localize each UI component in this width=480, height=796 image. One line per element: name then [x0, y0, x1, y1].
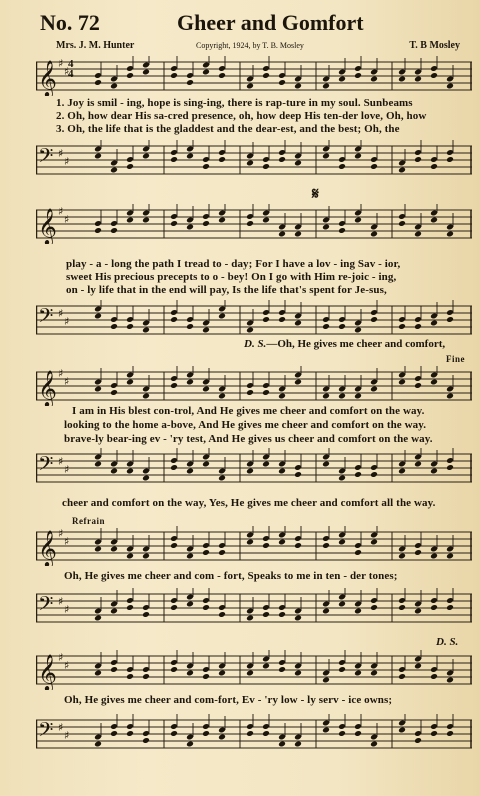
note-head [430, 320, 438, 327]
note-head [126, 217, 134, 224]
note-head [446, 231, 454, 238]
note-head [218, 549, 226, 556]
note-head [294, 471, 302, 478]
ds-label: D. S. [244, 338, 267, 350]
note-head [338, 163, 346, 170]
note-head [294, 231, 302, 238]
note-head [218, 475, 226, 482]
note-head [186, 553, 194, 560]
sharp-icon: ♯ [64, 729, 70, 742]
note-head [142, 611, 150, 618]
sharp-icon: ♯ [58, 367, 64, 380]
note-head [322, 83, 330, 90]
note-head [262, 217, 270, 224]
note-head [262, 389, 270, 396]
verse-3-line-2: on - ly life that in the end will pay, Is the life that's spent for Je-sus, [66, 284, 387, 296]
credits-line [56, 40, 466, 52]
note-head [414, 663, 422, 670]
sharp-icon: ♯ [58, 147, 64, 160]
note-head [202, 730, 210, 737]
note-head [414, 156, 422, 163]
note-head [322, 461, 330, 468]
note-head [126, 468, 134, 475]
note-head [398, 604, 406, 611]
note-head [202, 69, 210, 76]
note-head [110, 167, 118, 174]
note-head [430, 468, 438, 475]
note-head [294, 379, 302, 386]
note-head [218, 313, 226, 320]
note-head [202, 673, 210, 680]
note-head [142, 673, 150, 680]
treble-staff-lines [36, 56, 472, 96]
sharp-icon: ♯ [64, 65, 70, 78]
note-head [430, 72, 438, 79]
note-head [94, 386, 102, 393]
note-head [370, 386, 378, 393]
note-head [170, 666, 178, 673]
note-head [110, 83, 118, 90]
note-head [170, 72, 178, 79]
note-head [370, 316, 378, 323]
note-head [354, 393, 362, 400]
sharp-icon: ♯ [58, 57, 64, 70]
ds-text: —Oh, He gives me cheer and comfort, [266, 338, 446, 350]
note-head [218, 611, 226, 618]
note-head [94, 615, 102, 622]
note-head [446, 316, 454, 323]
sharp-icon: ♯ [58, 721, 64, 734]
note-head [170, 382, 178, 389]
note-head [370, 163, 378, 170]
note-head [398, 553, 406, 560]
note-head [142, 393, 150, 400]
note-head [110, 666, 118, 673]
note-head [446, 553, 454, 560]
note-head [446, 83, 454, 90]
refrain-line-1: Oh, He gives me cheer and com - fort, Speaks to me in ten - der tones; [64, 570, 398, 582]
note-head [142, 153, 150, 160]
note-head [126, 323, 134, 330]
note-head [414, 737, 422, 744]
sharp-icon: ♯ [64, 659, 70, 672]
verse-3-line-3: brave-ly bear-ing ev - 'ry test, And He gives us cheer and comfort on the way. [64, 433, 433, 445]
verse-1-line-2: play - a - long the path I tread to - day; For I have a lov - ing Sav - ior, [66, 258, 401, 270]
note-head [278, 539, 286, 546]
bass-clef-icon: 𝄢 [38, 592, 54, 620]
sharp-icon: ♯ [64, 463, 70, 476]
note-head [354, 608, 362, 615]
note-head [354, 72, 362, 79]
bass-clef-icon: 𝄢 [38, 304, 54, 332]
note-head [354, 327, 362, 334]
note-head [414, 323, 422, 330]
segno-sign: 𝄋 [312, 186, 319, 203]
note-head [126, 673, 134, 680]
note-head [170, 604, 178, 611]
note-head [398, 379, 406, 386]
title-row [40, 10, 470, 36]
note-head [278, 79, 286, 86]
verse-2-line-1: 2. Oh, how dear His sa-cred presence, oh, how deep His ten-der love, Oh, how [56, 110, 427, 122]
note-head [294, 670, 302, 677]
note-head [322, 542, 330, 549]
note-head [370, 741, 378, 748]
note-head [338, 323, 346, 330]
note-head [370, 604, 378, 611]
note-head [294, 83, 302, 90]
note-head [262, 461, 270, 468]
note-head [202, 604, 210, 611]
treble-staff-lines [36, 366, 472, 406]
note-head [278, 156, 286, 163]
note-head [354, 217, 362, 224]
note-head [142, 737, 150, 744]
bass-clef-icon: 𝄢 [38, 452, 54, 480]
note-head [186, 379, 194, 386]
note-head [170, 316, 178, 323]
note-head [126, 163, 134, 170]
treble-staff-5 [36, 650, 472, 690]
note-head [262, 730, 270, 737]
verse-2-line-3: looking to the home a-bove, And He gives me cheer and comfort on the way. [64, 419, 427, 431]
note-head [186, 224, 194, 231]
note-head [218, 217, 226, 224]
note-head [94, 313, 102, 320]
bass-clef-icon: 𝄢 [38, 718, 54, 746]
note-head [322, 153, 330, 160]
note-head [322, 727, 330, 734]
note-head [322, 677, 330, 684]
fine-mark: Fine [446, 354, 465, 364]
note-head [262, 611, 270, 618]
note-head [202, 549, 210, 556]
note-head [186, 741, 194, 748]
note-head [262, 72, 270, 79]
bass-staff-lines [36, 140, 472, 180]
note-head [354, 670, 362, 677]
bass-clef-icon: 𝄢 [38, 144, 54, 172]
note-head [322, 393, 330, 400]
note-head [338, 539, 346, 546]
refrain-line-2: Oh, He gives me cheer and com-fort, Ev - 'ry low - ly serv - ice owns; [64, 694, 393, 706]
note-head [94, 741, 102, 748]
note-head [278, 231, 286, 238]
treble-staff-4 [36, 526, 472, 566]
note-head [278, 393, 286, 400]
note-head [110, 608, 118, 615]
note-head [94, 670, 102, 677]
note-head [202, 327, 210, 334]
treble-clef-icon: 𝄞 [38, 653, 57, 690]
hymn-number: No. 72 [40, 10, 100, 35]
note-head [110, 389, 118, 396]
sharp-icon: ♯ [58, 651, 64, 664]
note-head [446, 393, 454, 400]
sharp-icon: ♯ [58, 455, 64, 468]
note-head [170, 464, 178, 471]
note-head [110, 227, 118, 234]
note-head [186, 670, 194, 677]
note-head [110, 730, 118, 737]
ds-instruction [244, 338, 445, 350]
bass-staff-2 [36, 300, 472, 340]
note-head [94, 461, 102, 468]
note-head [218, 670, 226, 677]
note-head [322, 323, 330, 330]
note-head [278, 316, 286, 323]
note-head [446, 677, 454, 684]
note-head [278, 666, 286, 673]
sharp-icon: ♯ [64, 603, 70, 616]
composer: T. B Mosley [409, 40, 460, 51]
sharp-icon: ♯ [58, 527, 64, 540]
note-head [370, 539, 378, 546]
sharp-icon: ♯ [64, 155, 70, 168]
note-head [262, 542, 270, 549]
note-head [170, 156, 178, 163]
sharp-icon: ♯ [64, 375, 70, 388]
note-head [278, 611, 286, 618]
note-head [246, 389, 254, 396]
note-head [398, 167, 406, 174]
note-head [202, 220, 210, 227]
note-head [142, 69, 150, 76]
note-head [126, 72, 134, 79]
note-head [262, 316, 270, 323]
note-head [414, 231, 422, 238]
note-head [430, 379, 438, 386]
sharp-icon: ♯ [64, 315, 70, 328]
note-head [414, 76, 422, 83]
note-head [262, 663, 270, 670]
note-head [414, 382, 422, 389]
note-head [446, 730, 454, 737]
verse-1-line-3: I am in His blest con-trol, And He gives me cheer and comfort on the way. [72, 405, 425, 417]
treble-staff-lines [36, 526, 472, 566]
bass-staff-3 [36, 448, 472, 488]
note-head [94, 79, 102, 86]
note-head [262, 163, 270, 170]
note-head [246, 730, 254, 737]
note-head [94, 227, 102, 234]
note-head [322, 224, 330, 231]
treble-staff-lines [36, 204, 472, 244]
note-head [294, 741, 302, 748]
note-head [218, 72, 226, 79]
note-head [398, 673, 406, 680]
note-head [446, 464, 454, 471]
note-head [370, 76, 378, 83]
note-head [338, 393, 346, 400]
note-head [246, 468, 254, 475]
note-head [414, 461, 422, 468]
note-head [246, 83, 254, 90]
note-head [186, 79, 194, 86]
note-head [186, 153, 194, 160]
note-head [246, 670, 254, 677]
note-head [202, 163, 210, 170]
note-head [294, 542, 302, 549]
treble-staff-1 [36, 56, 472, 96]
note-head [414, 608, 422, 615]
note-head [170, 220, 178, 227]
note-head [354, 153, 362, 160]
note-head [218, 156, 226, 163]
treble-clef-icon: 𝄞 [38, 369, 57, 406]
note-head [430, 217, 438, 224]
note-head [246, 539, 254, 546]
note-head [294, 320, 302, 327]
note-head [338, 730, 346, 737]
sharp-icon: ♯ [64, 213, 70, 226]
note-head [142, 475, 150, 482]
bass-staff-5 [36, 714, 472, 754]
treble-clef-icon: 𝄞 [38, 529, 57, 566]
sharp-icon: ♯ [58, 595, 64, 608]
note-head [370, 471, 378, 478]
note-head [294, 615, 302, 622]
note-head [414, 549, 422, 556]
bass-staff-1 [36, 140, 472, 180]
note-head [354, 549, 362, 556]
treble-clef-icon: 𝄞 [38, 59, 57, 96]
note-head [430, 553, 438, 560]
note-head [126, 730, 134, 737]
treble-staff-2 [36, 204, 472, 244]
note-head [430, 163, 438, 170]
note-head [186, 323, 194, 330]
note-head [246, 615, 254, 622]
note-head [126, 379, 134, 386]
note-head [126, 553, 134, 560]
note-head [338, 666, 346, 673]
note-head [398, 727, 406, 734]
time-signature: 4 4 [68, 58, 74, 80]
note-head [142, 217, 150, 224]
note-head [246, 220, 254, 227]
note-head [398, 323, 406, 330]
note-head [446, 156, 454, 163]
note-head [126, 604, 134, 611]
note-head [278, 741, 286, 748]
note-head [338, 475, 346, 482]
treble-staff-lines [36, 650, 472, 690]
lyricist: Mrs. J. M. Hunter [56, 40, 135, 51]
note-head [398, 468, 406, 475]
note-head [278, 468, 286, 475]
note-head [110, 468, 118, 475]
note-head [294, 160, 302, 167]
note-head [430, 673, 438, 680]
bass-lyric: cheer and comfort on the way, Yes, He gives me cheer and comfort all the way. [62, 497, 436, 509]
note-head [142, 327, 150, 334]
note-head [338, 601, 346, 608]
note-head [94, 546, 102, 553]
note-head [170, 542, 178, 549]
treble-staff-3 [36, 366, 472, 406]
hymn-title: Gheer and Gomfort [177, 10, 364, 35]
verse-2-line-2: sweet His precious precepts to o - bey! On I go with Him re-joic - ing, [66, 271, 397, 283]
note-head [110, 323, 118, 330]
note-head [398, 76, 406, 83]
note-head [218, 393, 226, 400]
bass-staff-lines [36, 448, 472, 488]
note-head [246, 327, 254, 334]
note-head [110, 546, 118, 553]
note-head [246, 160, 254, 167]
verse-3-line-1: 3. Oh, the life that is the gladdest and the dear-est, and the best; Oh, the [56, 123, 400, 135]
bass-staff-lines [36, 588, 472, 628]
sharp-icon: ♯ [64, 535, 70, 548]
note-head [202, 386, 210, 393]
verse-1-line-1: 1. Joy is smil - ing, hope is sing-ing, there is rap-ture in my soul. Sunbeams [56, 97, 413, 109]
note-head [430, 604, 438, 611]
note-head [338, 227, 346, 234]
note-head [94, 153, 102, 160]
note-head [446, 604, 454, 611]
note-head [354, 730, 362, 737]
note-head [202, 461, 210, 468]
note-head [186, 601, 194, 608]
note-head [186, 468, 194, 475]
bass-staff-lines [36, 300, 472, 340]
refrain-label: Refrain [72, 516, 105, 526]
bass-staff-4 [36, 588, 472, 628]
copyright: Copyright, 1924, by T. B. Mosley [196, 41, 304, 50]
note-head [322, 608, 330, 615]
note-head [170, 730, 178, 737]
treble-clef-icon: 𝄞 [38, 207, 57, 244]
note-head [354, 471, 362, 478]
note-head [218, 734, 226, 741]
bass-staff-lines [36, 714, 472, 754]
note-head [338, 76, 346, 83]
sharp-icon: ♯ [58, 307, 64, 320]
sharp-icon: ♯ [58, 205, 64, 218]
note-head [370, 670, 378, 677]
note-head [370, 231, 378, 238]
ds-mark: D. S. [436, 636, 459, 648]
note-head [430, 730, 438, 737]
note-head [398, 220, 406, 227]
note-head [142, 553, 150, 560]
